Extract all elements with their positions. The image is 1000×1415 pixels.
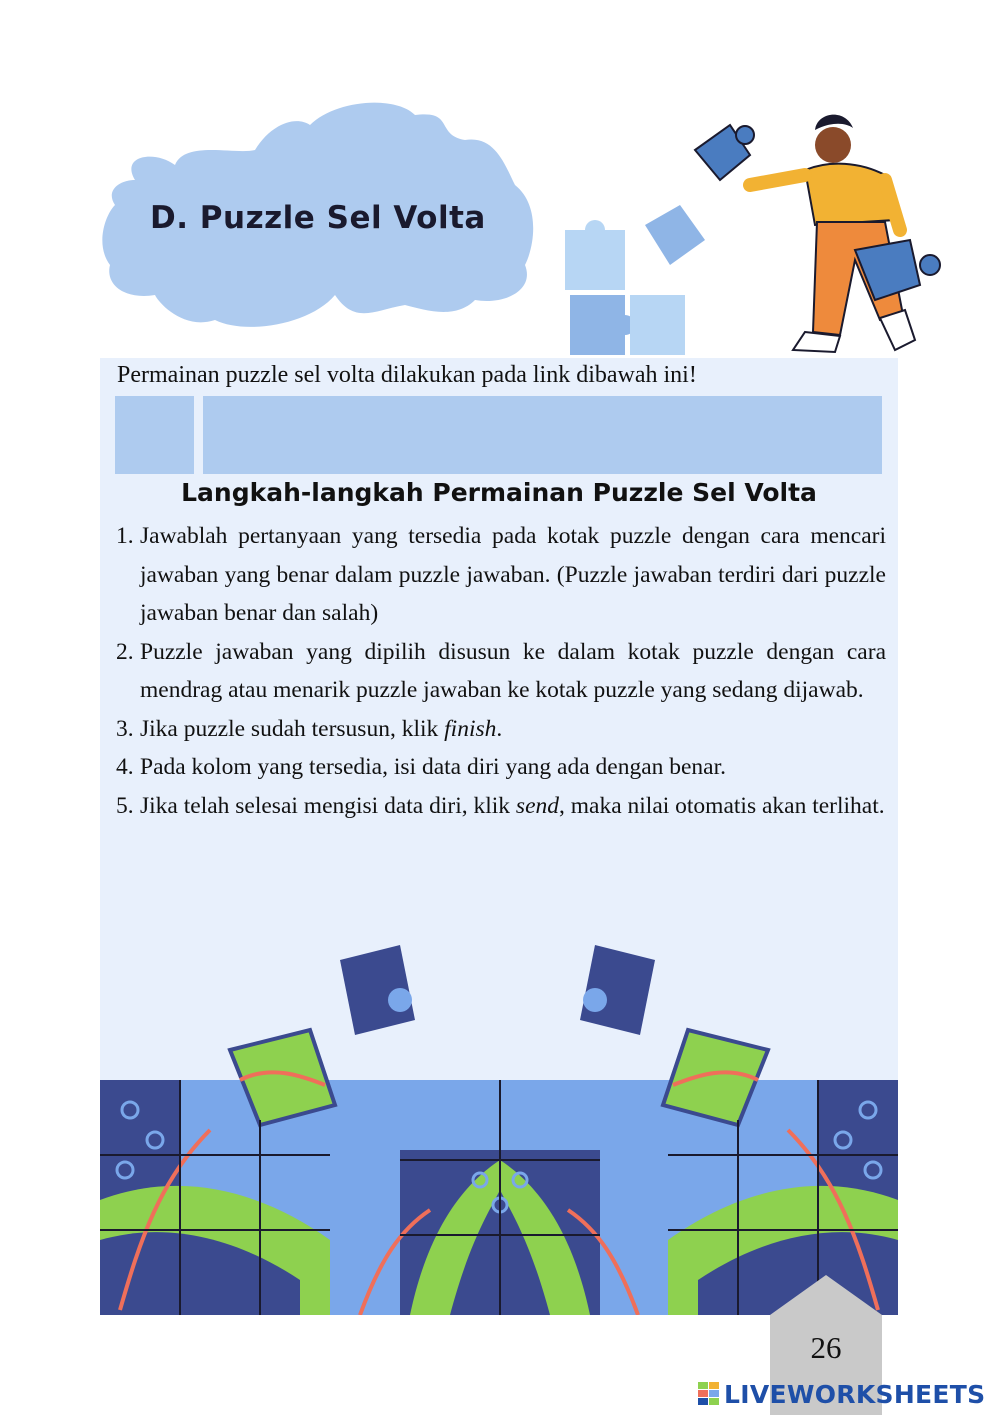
steps-title: Langkah-langkah Permainan Puzzle Sel Volta [181,478,817,507]
link-box[interactable] [203,396,882,474]
step-item: 3. Jika puzzle sudah tersusun, klik finish. [116,715,503,742]
step-item: 1. Jawablah pertanyaan yang tersedia pada kotak puzzle dengan cara mencari jawaban yang benar dalam puzzle jawaban. (Puzzle jawaban terdiri dari puzzle jawaban benar dan salah) [116,523,886,626]
step-item: 5. Jika telah selesai mengisi data diri, klik send, maka nilai otomatis akan terlihat. [116,792,885,819]
steps-list [116,517,886,825]
page-number: 26 [810,1330,842,1365]
step-item: 4. Pada kolom yang tersedia, isi data diri yang ada dengan benar. [116,754,727,780]
liveworksheets-logo-icon [698,1382,720,1406]
puzzle-artwork [100,940,898,1315]
intro-text: Permainan puzzle sel volta dilakukan pada link dibawah ini! [117,362,697,388]
person-icon [750,115,915,352]
step-item: 2. Puzzle jawaban yang dipilih disusun ke dalam kotak puzzle dengan cara mendrag atau menarik puzzle jawaban ke kotak puzzle yang sedang dijawab. [116,638,886,703]
person-puzzle-illustration [555,100,955,370]
brand-logo[interactable] [698,1378,985,1410]
section-heading: D. Puzzle Sel Volta [150,200,486,236]
puzzle-piece-icon [695,125,754,180]
puzzle-piece-icon [340,945,415,1035]
puzzle-piece-icon [580,945,655,1035]
puzzle-piece-icon [565,205,705,355]
brand-name: LIVEWORKSHEETS [724,1379,986,1409]
link-box-small[interactable] [115,396,194,474]
